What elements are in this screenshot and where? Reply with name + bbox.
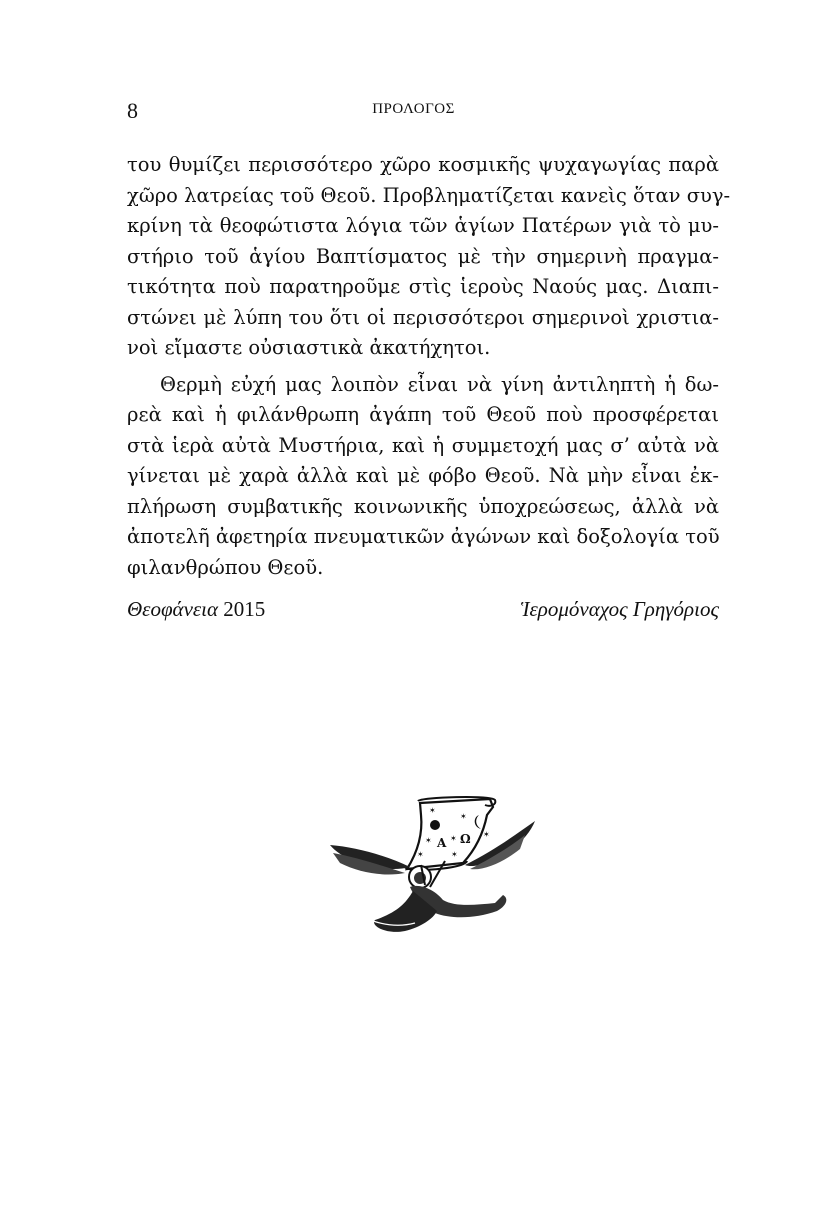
signature (127, 597, 719, 627)
svg-text:✶: ✶ (425, 836, 432, 845)
svg-text:✶: ✶ (483, 830, 490, 839)
text-line: κρίνη τὰ θεοφώτιστα λόγια τῶν ἁγίων Πατέρων γιὰ τὸ μυ- (127, 214, 719, 237)
text-line: νοὶ εἴμαστε οὐσιαστικὰ ἀκατήχητοι. (127, 336, 491, 359)
svg-text:✶: ✶ (429, 806, 436, 815)
text-line: γίνεται μὲ χαρὰ ἀλλὰ καὶ μὲ φόβο Θεοῦ. Νὰ μὴν εἶναι ἐκ- (127, 464, 719, 487)
angel-ornament-icon (325, 795, 540, 940)
text-line: ἀποτελῆ ἀφετηρία πνευματικῶν ἀγώνων καὶ δοξολογία τοῦ (127, 525, 720, 548)
body-text (127, 150, 731, 583)
svg-text:Ω: Ω (460, 832, 471, 846)
text-line: Θερμὴ εὐχή μας λοιπὸν εἶναι νὰ γίνη ἀντιληπτὴ ἡ δω- (160, 372, 719, 396)
date-year: 2015 (223, 597, 266, 621)
text-line: φιλανθρώπου Θεοῦ. (127, 555, 324, 579)
text-line: στήριο τοῦ ἁγίου Βαπτίσματος μὲ τὴν σημερινὴ πραγμα- (127, 244, 719, 268)
date-label: Θεοφάνεια (127, 597, 219, 621)
text-line: πλήρωση συμβατικῆς κοινωνικῆς ὑποχρεώσεως, ἀλλὰ νὰ (127, 494, 719, 518)
text-line: στὰ ἱερὰ αὐτὰ Μυστήρια, καὶ ἡ συμμετοχή μας σ’ αὐτὰ νὰ (127, 433, 719, 457)
text-line: στώνει μὲ λύπη του ὅτι οἱ περισσότεροι σημερινοὶ χριστια- (127, 305, 719, 329)
text-line: χῶρο λατρείας τοῦ Θεοῦ. Προβληματίζεται κανεὶς ὅταν συγ- (127, 183, 731, 207)
running-title: ΠΡΟΛΟΓΟΣ (372, 101, 455, 117)
text-line: τικότητα ποὺ παρατηροῦμε στὶς ἱεροὺς Ναούς μας. Διαπι- (127, 275, 719, 298)
signature-author: Ἱερομόναχος Γρηγόριος (520, 597, 719, 621)
paragraph-1 (127, 150, 731, 364)
signature-date (127, 597, 265, 622)
svg-text:✶: ✶ (460, 812, 467, 821)
paragraph-2 (127, 370, 719, 584)
page-number: 8 (127, 98, 138, 123)
text-line: ρεὰ καὶ ἡ φιλάνθρωπη ἀγάπη τοῦ Θεοῦ ποὺ προσφέρεται (127, 403, 719, 426)
svg-text:✶: ✶ (417, 850, 424, 859)
text-line: του θυμίζει περισσότερο χῶρο κοσμικῆς ψυχαγωγίας παρὰ (127, 153, 719, 176)
svg-text:Α: Α (437, 836, 447, 850)
svg-text:✶: ✶ (450, 834, 457, 843)
svg-text:✶: ✶ (451, 850, 458, 859)
